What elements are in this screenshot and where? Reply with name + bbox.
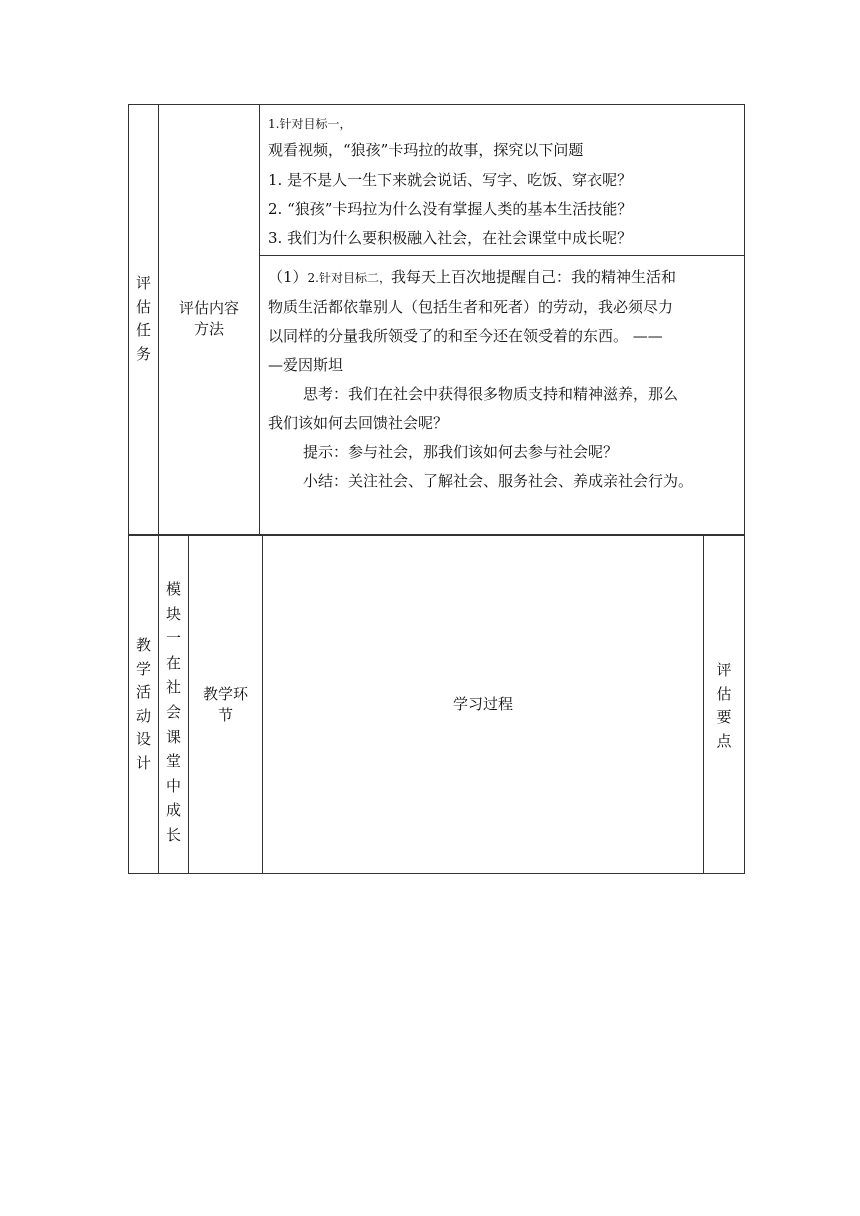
quote-author: —爱因斯坦 [268, 356, 344, 374]
think-line-1: 思考：我们在社会中获得很多物质支持和精神滋养，那么 [303, 385, 679, 403]
question-3: 3. 我们为什么要积极融入社会，在社会课堂中成长呢？ [268, 229, 633, 247]
learning-process-label: 学习过程 [452, 695, 513, 713]
evaluation-task-label: 评 估 任 务 [135, 274, 151, 363]
quote-line-1: （1）2.针对目标二，我每天上百次地提醒自己：我的精神生活和 [268, 268, 677, 286]
think-line-2: 我们该如何去回馈社会呢？ [268, 414, 449, 432]
quote-line-3: 以同样的分量我所领受了的和至今还在领受着的东西。 —— [268, 327, 663, 345]
question-2: 2. “狼孩”卡玛拉为什么没有掌握人类的基本生活技能？ [268, 200, 633, 218]
hint-line: 提示：参与社会，那我们该如何去参与社会呢？ [303, 443, 619, 461]
module-one-label: 模 块 一 在 社 会 课 堂 中 成 长 [165, 580, 181, 844]
quote-line-2: 物质生活都依靠别人（包括生者和死者）的劳动，我必须尽力 [268, 298, 674, 316]
teaching-step-label: 教学环 节 [202, 685, 248, 724]
video-instruction: 观看视频，“狼孩”卡玛拉的故事，探究以下问题 [268, 141, 584, 159]
target-one-heading: 1.针对目标一， [268, 117, 352, 131]
evaluation-method-label: 评估内容 方法 [178, 299, 239, 338]
teaching-activity-design-label: 教 学 活 动 设 计 [135, 636, 151, 772]
summary-line: 小结：关注社会、了解社会、服务社会、养成亲社会行为。 [303, 472, 694, 490]
question-1: 1. 是不是人一生下来就会说话、写字、吃饭、穿衣呢？ [268, 171, 633, 189]
evaluation-points-label: 评 估 要 点 [716, 661, 732, 750]
